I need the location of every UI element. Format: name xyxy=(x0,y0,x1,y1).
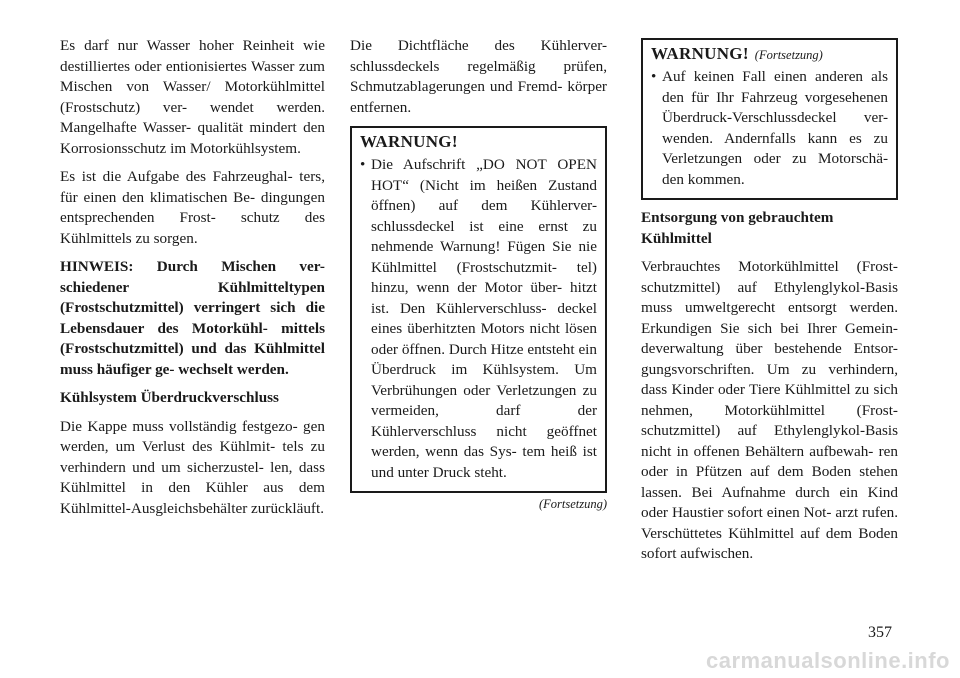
paragraph-seal-check: Die Dichtfläche des Kühlerver- schlussdeckels regelmäßig prüfen, Schmutzablagerungen und Fremd- körper entfernen. xyxy=(350,37,607,116)
warning-bullet-item xyxy=(360,155,597,483)
warning-bullet-text: Auf keinen Fall einen anderen als den für Ihr Fahrzeug vorgesehenen Überdruck-Verschlussdeckel ver- wenden. Andernfalls kann es zu Verletzungen oder zu Motorschä- den kommen. xyxy=(662,68,888,188)
paragraph-owner-responsibility: Es ist die Aufgabe des Fahrzeughal- ters, für einen den klimatischen Be- dingungen entsprechenden Frost- schutz des Kühlmittels zu sorgen. xyxy=(60,168,325,247)
column-1 xyxy=(60,36,325,527)
warning-title-text: WARNUNG! xyxy=(651,44,749,63)
warning-box-continued xyxy=(641,38,898,200)
warning-box xyxy=(350,126,607,493)
warning-title: WARNUNG! xyxy=(360,132,458,151)
column-3 xyxy=(641,36,898,573)
page-number: 357 xyxy=(868,624,892,641)
warning-bullet-item xyxy=(651,67,888,190)
paragraph-disposal: Verbrauchtes Motorkühlmittel (Frost- schutzmittel) auf Ethylenglykol-Basis muss umweltgerecht entsorgt werden. Erkundigen Sie sich bei Ihrer Gemein- deverwaltung über bestehende Entsor- gungsvorschriften. Um zu verhindern, dass Kinder oder Tiere Kühlmittel zu sich nehmen, Motorkühlmittel (Frost- schutzmittel) auf Ethylenglykol-Basis nicht in offenen Behältern aufbewah- ren oder in Pfützen auf dem Boden stehen lassen. Bei Aufnahme durch ein Kind oder Haustier sofort einen Not- arzt rufen. Verschüttetes Kühlmittel auf dem Boden sofort aufwischen. xyxy=(641,258,898,562)
paragraph-cap-tightening: Die Kappe muss vollständig festgezo- gen werden, um Verlust des Kühlmit- tels zu verhindern und um sicherzustel- len, dass Kühlmittel in den Kühler aus dem Kühlmittel-Ausgleichsbehälter zurückläuft. xyxy=(60,417,325,517)
section-heading-pressure-cap: Kühlsystem Überdruckverschluss xyxy=(60,389,279,406)
warning-title-continued xyxy=(651,44,888,64)
paragraph-water-purity: Es darf nur Wasser hoher Reinheit wie destilliertes oder entionisiertes Wasser zum Mischen von Wasser/ Motorkühlmittel (Frostschutz) ver- wendet werden. Mangelhafte Wasser- qualität mindert den Korrosionsschutz im Motorkühlsystem. xyxy=(60,37,325,157)
bullet-icon: • xyxy=(360,156,366,173)
column-2 xyxy=(350,36,607,512)
section-heading-disposal: Entsorgung von gebrauchtem Kühlmittel xyxy=(641,209,834,247)
warning-bullet-text: Die Aufschrift „DO NOT OPEN HOT“ (Nicht im heißen Zustand öffnen) auf dem Kühlerver- schlussdeckel ist eine ernst zu nehmende Warnung! Fügen Sie nie Kühlmittel (Frostschutzmit- tel) hinzu, wenn der Motor über- hitzt ist. Den Kühlerverschluss- deckel eines überhitzten Motors nicht lösen oder öffnen. Durch Hitze entsteht ein Überdruck im Kühlsystem. Um Verbrühungen oder Verletzungen zu vermeiden, darf der Kühlerverschluss nicht geöffnet werden, wenn das Sys- tem heiß ist und unter Druck steht. xyxy=(371,156,597,481)
note-mixing-coolants: HINWEIS: Durch Mischen ver- schiedener Kühlmitteltypen (Frostschutzmittel) verringert sich die Lebensdauer des Motorkühl- mittels (Frostschutzmittel) und das Kühlmittel muss häufiger ge- wechselt werden. xyxy=(60,258,325,378)
warning-continued-label: (Fortsetzung) xyxy=(754,48,823,62)
watermark: carmanualsonline.info xyxy=(706,648,950,673)
continued-label: (Fortsetzung) xyxy=(538,497,607,511)
bullet-icon: • xyxy=(651,68,657,85)
